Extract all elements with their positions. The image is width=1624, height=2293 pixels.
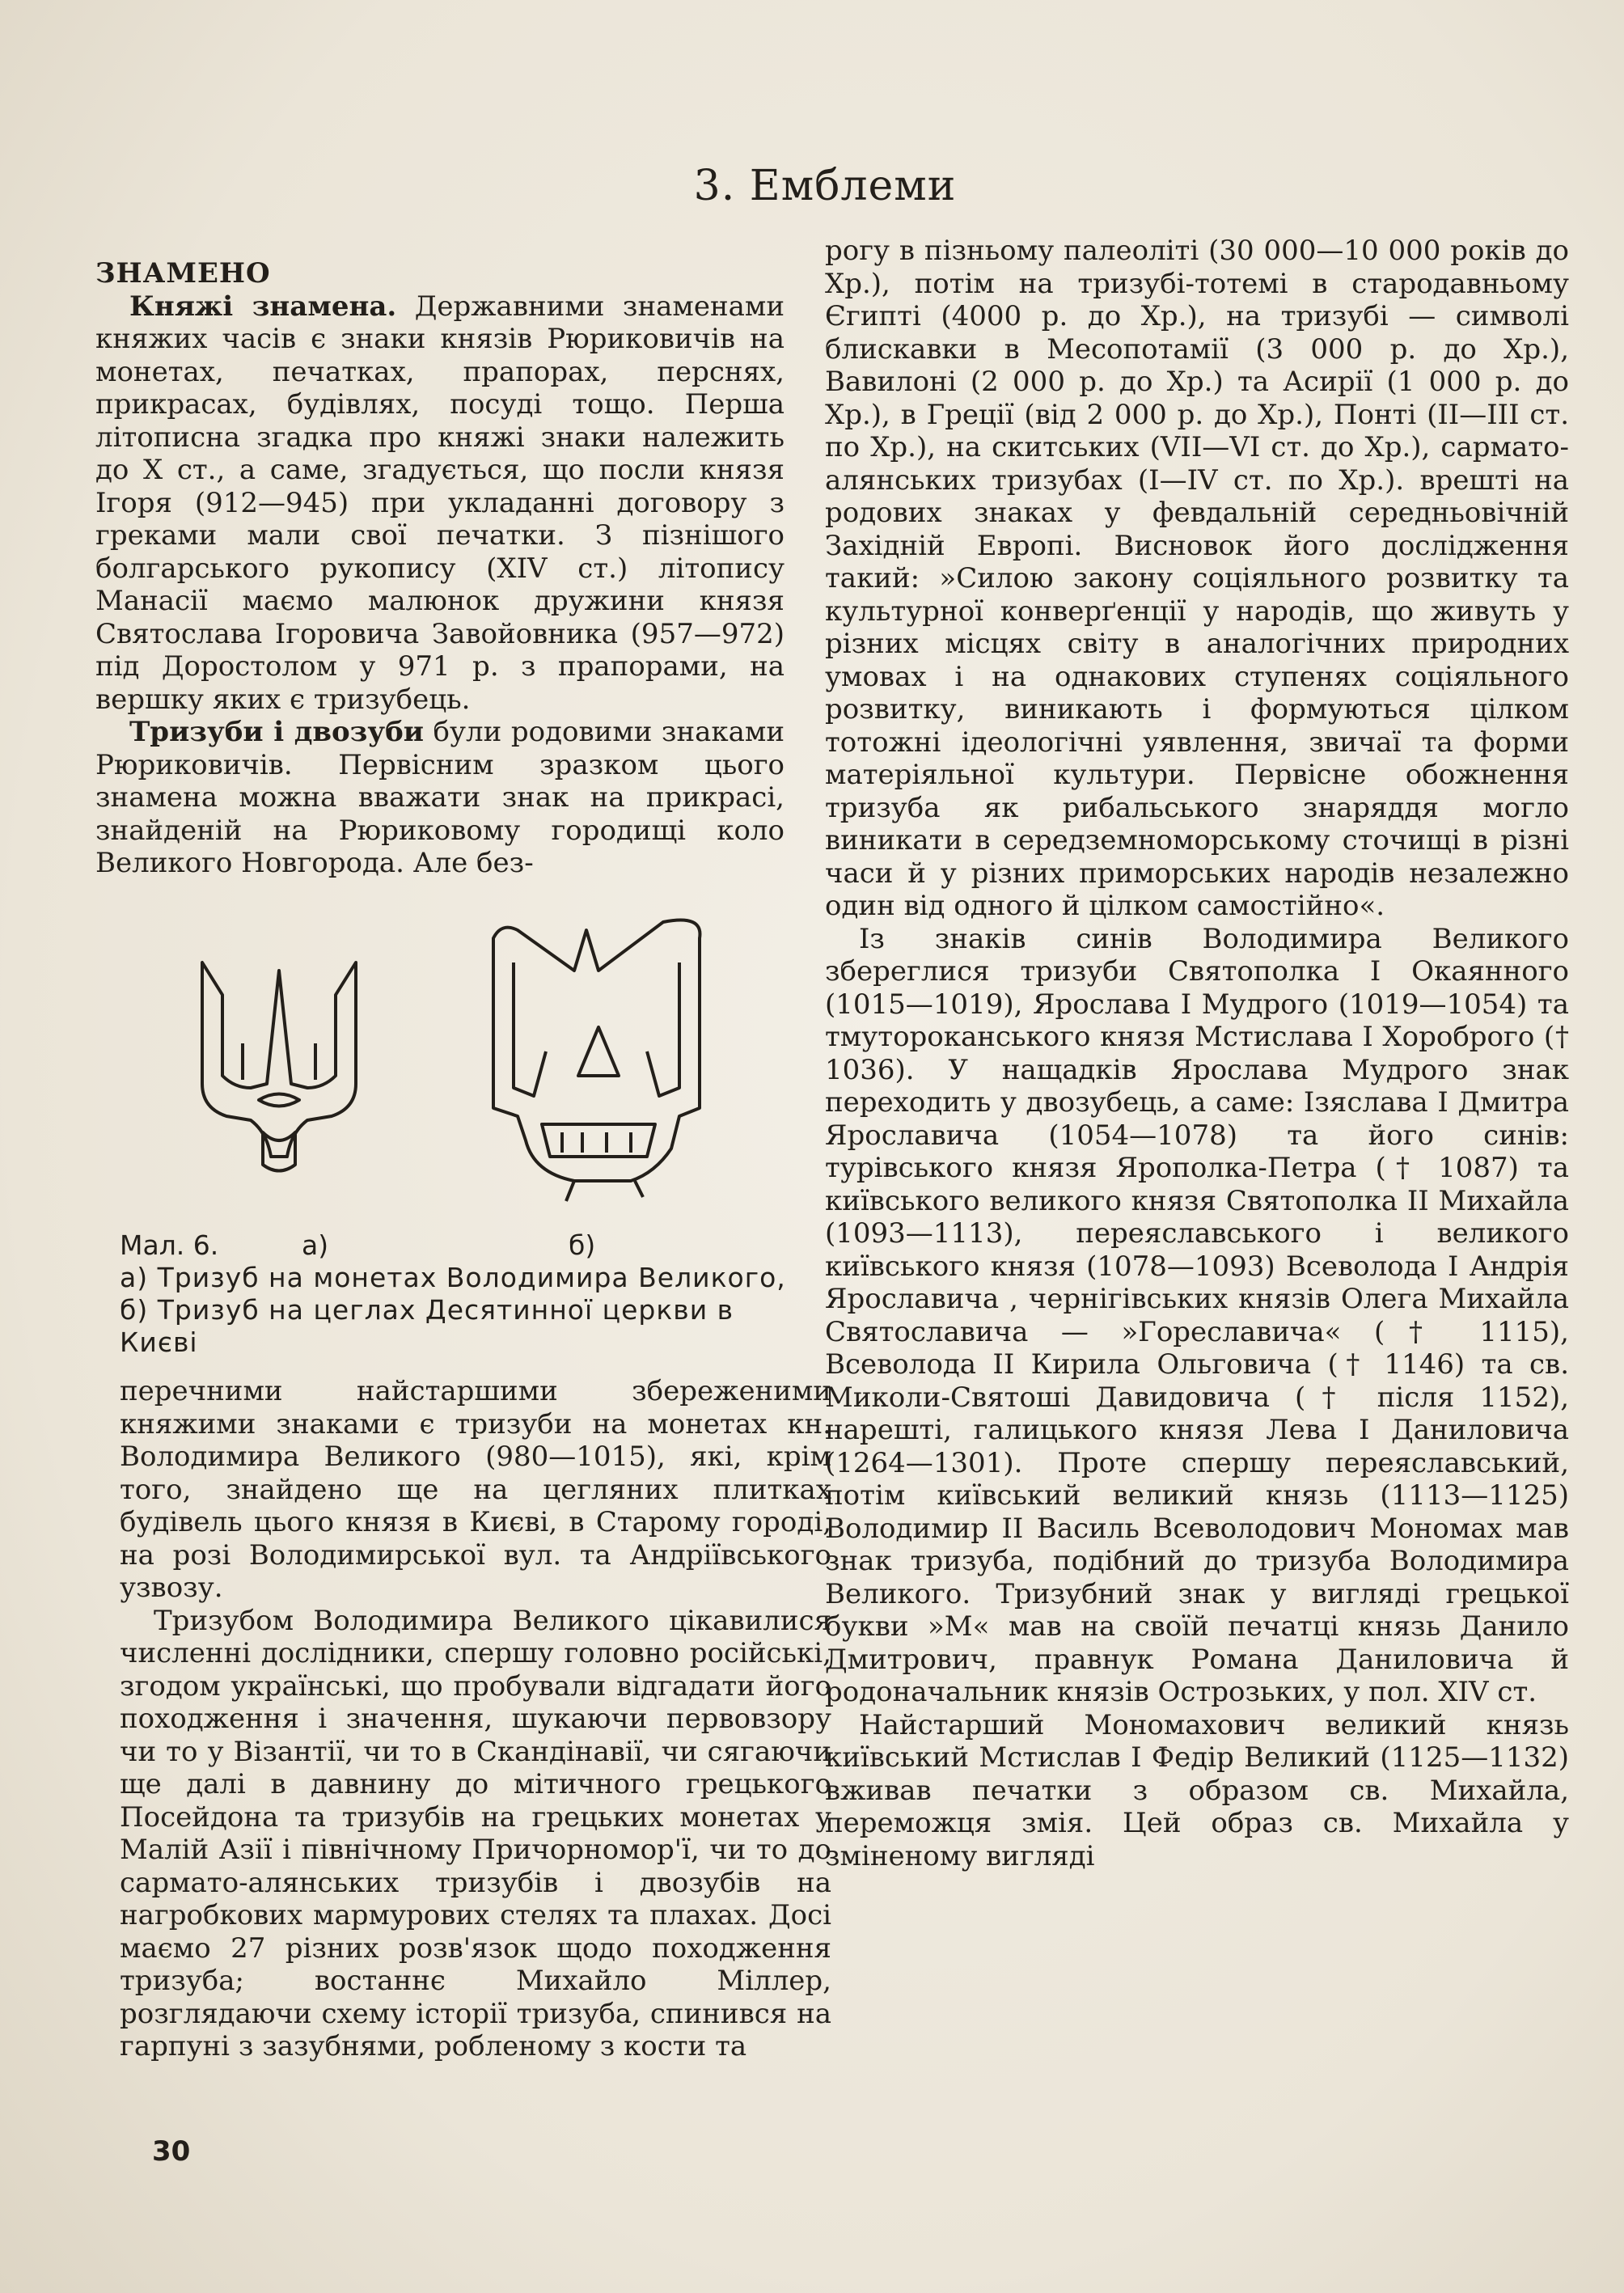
paragraph-mstyslav: Найстарший Мономахович великий князь київський Мстислав I Федір Великий (1125—1132) вживав печатки з образом св. Михайла, переможця змія. Цей образ св. Михайла у зміненому вигляді — [825, 1708, 1569, 1872]
caption-label: Мал. 6. — [120, 1229, 219, 1261]
left-column-top — [95, 257, 785, 880]
trident-brick-illustration — [485, 914, 720, 1205]
left-column-bottom — [120, 1375, 831, 2063]
label-b: б) — [569, 1229, 596, 1261]
paragraph-oldest-signs: перечними найстаршими збереженими княжими знаками є тризуби на монетах кн. Володимира Великого (980—1015), які, крім того, знайдено ще на цегляних плитках будівель цього князя в Києві, в Старому городі, на розі Володимирської вул. та Андріївського узвозу. — [120, 1375, 831, 1604]
right-column — [825, 235, 1569, 1872]
paragraph-text: були родовими знаками Рюриковичів. Первісним зразком цього знамена можна вважати знак на прикрасі, знайденій на Рюриковому городищі коло Великого Новгорода. Але без- — [95, 716, 785, 879]
trident-coin-illustration — [194, 946, 364, 1181]
paragraph-lead: Княжі знамена. — [129, 290, 397, 323]
section-heading: ЗНАМЕНО — [95, 257, 271, 290]
chapter-title: 3. Емблеми — [693, 162, 957, 210]
paragraph-palaeolithic: рогу в пізньому палеоліті (30 000—10 000 років до Хр.), потім на тризубі-тотемі в стародавньому Єгипті (4000 р. до Хр.), на тризубі — символі блискавки в Месопотамії (3 000 р. до Хр.), Вавилоні (2 000 р. до Хр.) та Асирії (1 000 р. до Хр.), в Греції (від 2 000 р. до Хр.), Понті (II—III ст. по Хр.), на скитських (VII—VI ст. до Хр.), сармато-алянських тризубах (I—IV ст. по Хр.). врешті на родових знаках у февдальній середньовічній Західній Европі. Висновок його дослідження такий: »Силою закону соціяльного розвитку та культурної конверґенції у народів, що живуть у різних місцях світу в аналогічних природних умовах і на однакових ступенях соціяльного розвитку, виникають і формуються цілком тотожні ідеологічні уявлення, звичаї та форми матеріяльної культури. Первісне обожнення тризуба як рибальського знаряддя могло виникати в середземноморському сточищі в різні часи й у різних приморських народів незалежно один від одного й цілком самостійно«. — [825, 235, 1569, 922]
paragraph-sons-of-volodymyr: Із знаків синів Володимира Великого збереглися тризуби Святополка I Окаянного (1015—1019), Ярослава I Мудрого (1019—1054) та тмутороканського князя Мстислава I Хороброго († 1036). У нащадків Ярослава Мудрого знак переходить у двозубець, а саме: Ізяслава I Дмитра Ярославича (1054—1078) та його синів: турівського князя Ярополка-Петра († 1087) та київського великого князя Святополка II Михайла (1093—1113), переяславського і великого київського князя (1078—1093) Всеволода I Андрія Ярославича , чернігівських князів Олега Михайла Святославича — »Гореславича« († 1115), Всеволода II Кирила Ольговича († 1146) та св. Миколи-Святоші Давидовича († після 1152), нарешті, галицького князя Лева I Даниловича (1264—1301). Проте спершу переяславський, потім київський великий князь (1113—1125) Володимир II Василь Всеволодович Мономах мав знак тризуба, подібний до тризуба Володимира Великого. Тризубний знак у вигляді грецької букви »М« мав на своїй печатці князь Данило Дмитрович, правнук Романа Даниловича й родоначальник князів Острозьких, у пол. XIV ст. — [825, 922, 1569, 1708]
paragraph-lead: Тризуби і двозуби — [129, 716, 425, 748]
label-a: а) — [302, 1229, 329, 1261]
paragraph-tridents — [95, 716, 785, 880]
paragraph-researchers: Тризубом Володимира Великого цікавилися численні дослідники, спершу головно російські, згодом українські, що пробували відгадати його походження і значення, шукаючи первовзору чи то у Візантії, чи то в Скандінавії, чи сягаючи ще далі в давнину до мітичного грецького Посейдона та тризубів на грецьких монетах у Малій Азії і північному Причорномор'ї, чи то до сармато-алянських тризубів і двозубів на нагробкових мармурових стелях та плахах. Досі маємо 27 різних розв'язок щодо походження тризуба; востаннє Михайло Міллер, розглядаючи схему історії тризуба, спинився на гарпуні з зазубнями, робленому з кости та — [120, 1604, 831, 2062]
paragraph-text: Державними знаменами княжих часів є знаки князів Рюриковичів на монетах, печатках, прапорах, перснях, прикрасах, будівлях, посуді тощо. Перша літописна згадка про княжі знаки належить до X ст., а саме, згадується, що посли князя Ігоря (912—945) при укладанні договору з греками мали свої печатки. З пізнішого болгарського рукопису (XIV ст.) літопису Манасії маємо малюнок дружини князя Святослава Ігоровича Завойовника (957—972) під Доростолом у 971 р. з прапорами, на вершку яких є тризубець. — [95, 290, 785, 716]
paragraph-princely-banners — [95, 290, 785, 717]
caption-text: а) Тризуб на монетах Володимира Великого, б) Тризуб на цеглах Десятинної церкви в Києві — [120, 1262, 786, 1358]
figure-caption — [120, 1229, 823, 1359]
figure-tridents — [178, 914, 744, 1229]
caption-labels — [120, 1229, 823, 1262]
page-number: 30 — [152, 2135, 191, 2168]
